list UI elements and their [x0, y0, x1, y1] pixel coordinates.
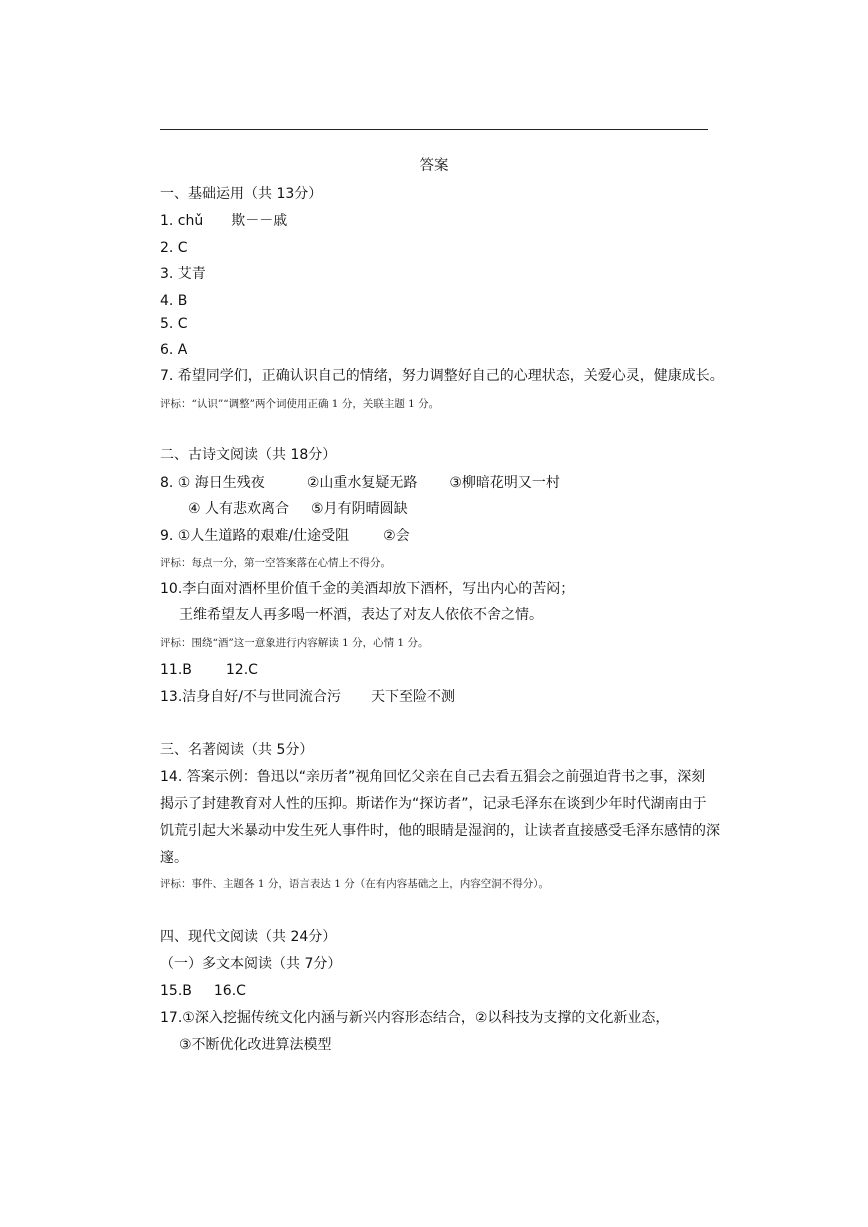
answer-8-item2: ②山重水复疑无路	[306, 475, 418, 491]
page-title: 答案	[419, 158, 449, 174]
answer-15: 15.B	[160, 983, 192, 999]
answer-12: 12.C	[225, 662, 258, 678]
grading-note-10: 评标：围绕“酒”这一意象进行内容解读 1 分，心情 1 分。	[160, 637, 429, 649]
answer-3: 3. 艾青	[160, 266, 206, 282]
answer-13	[160, 688, 455, 706]
section-heading-classical: 二、古诗文阅读（共 18分）	[160, 447, 337, 463]
answer-8-item4: ④ 人有悲欢离合	[188, 501, 290, 517]
answer-1	[160, 212, 287, 230]
header-rule	[160, 129, 708, 130]
answer-8-line2	[188, 500, 408, 518]
answer-14-line4: 邃。	[160, 850, 188, 866]
answer-9-item2: ②会	[383, 528, 410, 544]
grading-note-14: 评标：事件、主题各 1 分，语言表达 1 分（在有内容基础之上，内容空洞不得分）。	[160, 878, 549, 890]
answer-17-line1: 17.①深入挖掘传统文化内涵与新兴内容形态结合，②以科技为支撑的文化新业态，	[160, 1010, 670, 1026]
answer-10-line1: 10.李白面对酒杯里价值千金的美酒却放下酒杯，写出内心的苦闷；	[160, 581, 575, 597]
answer-4: 4. B	[160, 293, 188, 309]
answer-11-12	[160, 661, 258, 679]
answer-14-line3: 饥荒引起大米暴动中发生死人事件时，他的眼睛是湿润的，让读者直接感受毛泽东感情的深	[160, 823, 720, 839]
subsection-heading-multitext: （一）多文本阅读（共 7分）	[160, 956, 342, 972]
answer-1-correction: 欺－－戚	[231, 213, 288, 229]
answer-9	[160, 527, 410, 545]
answer-11: 11.B	[160, 662, 192, 678]
answer-2: 2. C	[160, 240, 188, 256]
answer-8-item1: 8. ① 海日生残夜	[160, 475, 265, 491]
section-heading-modern: 四、现代文阅读（共 24分）	[160, 929, 337, 945]
answer-8-item3: ③柳暗花明又一村	[449, 475, 560, 491]
answer-17-line2: ③不断优化改进算法模型	[179, 1037, 332, 1053]
answer-15-16	[160, 982, 246, 1000]
answer-13-item2: 天下至险不测	[370, 689, 455, 705]
answer-8-item5: ⑤月有阴晴圆缺	[311, 501, 408, 517]
answer-14-line1: 14. 答案示例：鲁迅以“亲历者”视角回忆父亲在自己去看五猖会之前强迫背书之事，深刻	[160, 769, 706, 785]
answer-7: 7. 希望同学们，正确认识自己的情绪，努力调整好自己的心理状态，关爱心灵，健康成长。	[160, 368, 724, 384]
answer-1-pinyin: 1. chǔ	[160, 213, 204, 229]
grading-note-7: 评标：“认识”“调整”两个词使用正确 1 分，关联主题 1 分。	[160, 398, 440, 410]
answer-6: 6. A	[160, 342, 188, 358]
answer-8-line1	[160, 474, 560, 492]
answer-9-item1: 9. ①人生道路的艰难/仕途受阻	[160, 528, 350, 544]
answer-14-line2: 揭示了封建教育对人性的压抑。斯诺作为“探访者”，记录毛泽东在谈到少年时代湖南由于	[160, 796, 707, 812]
section-heading-classics: 三、名著阅读（共 5分）	[160, 742, 314, 758]
section-heading-basic: 一、基础运用（共 13分）	[160, 186, 323, 202]
answer-16: 16.C	[213, 983, 246, 999]
grading-note-9: 评标：每点一分，第一空答案落在心情上不得分。	[160, 557, 391, 569]
answer-5: 5. C	[160, 316, 188, 332]
answer-10-line2: 王维希望友人再多喝一杯酒，表达了对友人依依不舍之情。	[179, 607, 543, 623]
answer-13-item1: 13.洁身自好/不与世同流合污	[160, 689, 341, 705]
